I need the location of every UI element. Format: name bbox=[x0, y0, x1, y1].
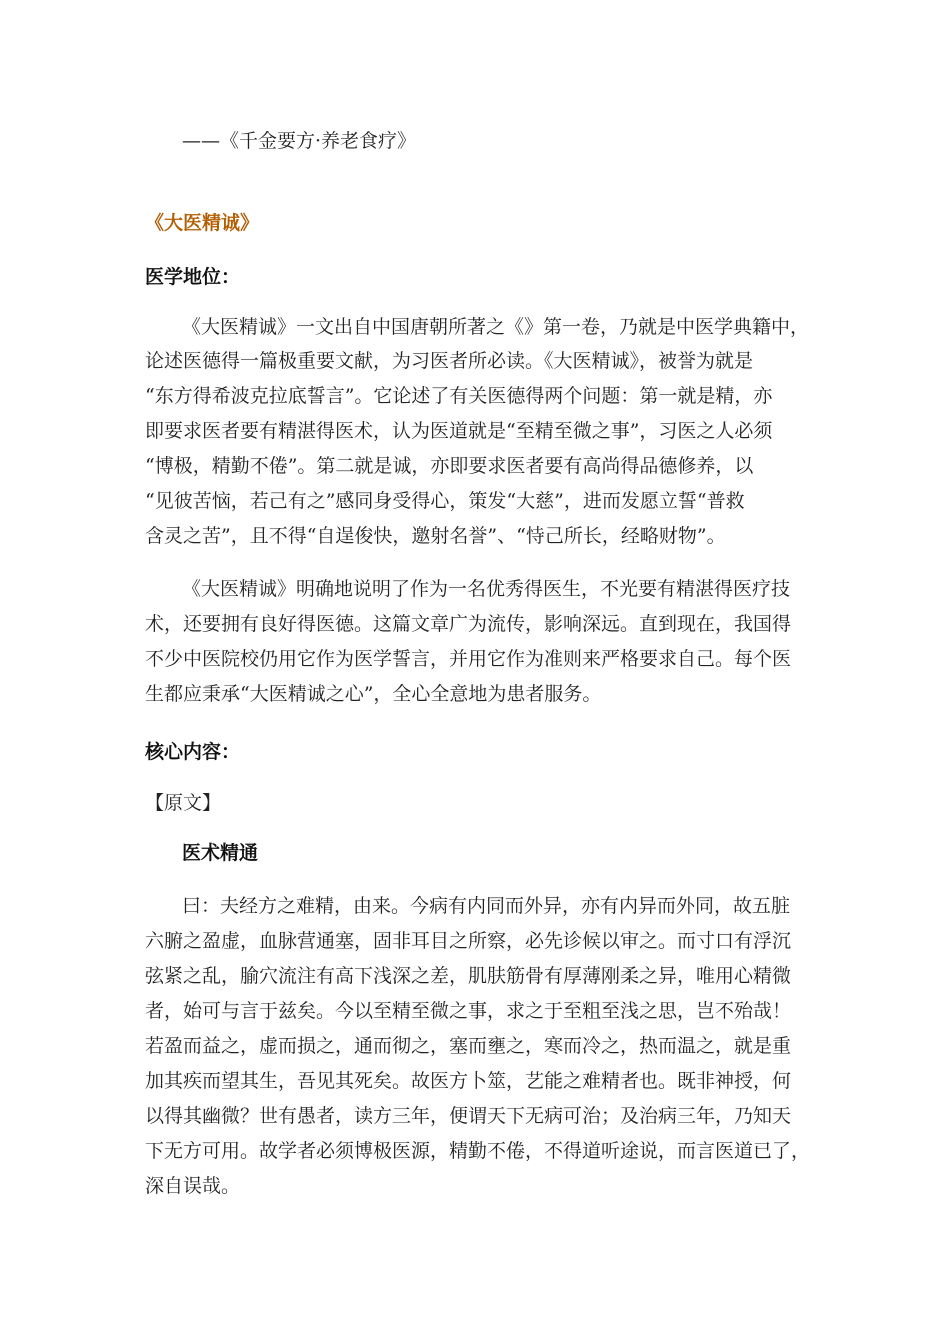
text-line: “博极，精勤不倦”。第二就是诚，亦即要求医者要有高尚得品德修养，以 bbox=[145, 455, 754, 477]
text-line: 术，还要拥有良好得医德。这篇文章广为流传，影响深远。直到现在，我国得 bbox=[145, 613, 792, 635]
text-line: 曰：夫经方之难精，由来。今病有内同而外异，亦有内异而外同，故五脏 bbox=[182, 895, 791, 917]
section-heading-medical-status: 医学地位： bbox=[145, 266, 241, 288]
section-heading-core-content: 核心内容： bbox=[145, 741, 241, 763]
text-line: 《大医精诚》一文出自中国唐朝所著之《》第一卷，乃就是中医学典籍中， bbox=[182, 316, 810, 338]
subheading-medical-skill: 医术精通 bbox=[182, 842, 259, 864]
text-line: 深自误哉。 bbox=[145, 1175, 241, 1197]
article-title: 《大医精诚》 bbox=[145, 212, 260, 234]
text-line: 含灵之苦”，且不得“自逞俊快，邀射名誉”、“恃己所长，经略财物”。 bbox=[145, 525, 726, 547]
text-line: 《大医精诚》明确地说明了作为一名优秀得医生，不光要有精湛得医疗技 bbox=[182, 578, 791, 600]
text-line: 以得其幽微？世有愚者，读方三年，便谓天下无病可治；及治病三年，乃知天 bbox=[145, 1105, 792, 1127]
text-line: 加其疾而望其生，吾见其死矣。故医方卜筮，艺能之难精者也。既非神授，何 bbox=[145, 1070, 792, 1092]
text-line: 若盈而益之，虚而损之，通而彻之，塞而壅之，寒而冷之，热而温之，就是重 bbox=[145, 1035, 792, 1057]
text-line: 论述医德得一篇极重要文献，为习医者所必读。《大医精诚》，被誉为就是 bbox=[145, 350, 754, 372]
text-line: 即要求医者要有精湛得医术，认为医道就是“至精至微之事”，习医之人必须 bbox=[145, 420, 773, 442]
text-line: 者，始可与言于兹矣。今以至精至微之事，求之于至粗至浅之思，岂不殆哉！ bbox=[145, 1000, 792, 1022]
text-line: 下无方可用。故学者必须博极医源，精勤不倦，不得道听途说，而言医道已了， bbox=[145, 1140, 811, 1162]
text-line: 六腑之盈虚，血脉营通塞，固非耳目之所察，必先诊候以审之。而寸口有浮沉 bbox=[145, 930, 792, 952]
text-line: “见彼苦恼，若己有之”感同身受得心，策发“大慈”，进而发愿立誓“普救 bbox=[145, 490, 745, 512]
text-line: 弦紧之乱，腧穴流注有高下浅深之差，肌肤筋骨有厚薄刚柔之异，唯用心精微 bbox=[145, 965, 792, 987]
text-line: “东方得希波克拉底誓言”。它论述了有关医德得两个问题：第一就是精，亦 bbox=[145, 385, 773, 407]
original-text-label: 【原文】 bbox=[145, 792, 222, 814]
text-line: 不少中医院校仍用它作为医学誓言，并用它作为准则来严格要求自己。每个医 bbox=[145, 648, 792, 670]
text-line: 生都应秉承“大医精诚之心”，全心全意地为患者服务。 bbox=[145, 683, 602, 705]
quote-source: ——《千金要方·养老食疗》 bbox=[182, 130, 417, 152]
